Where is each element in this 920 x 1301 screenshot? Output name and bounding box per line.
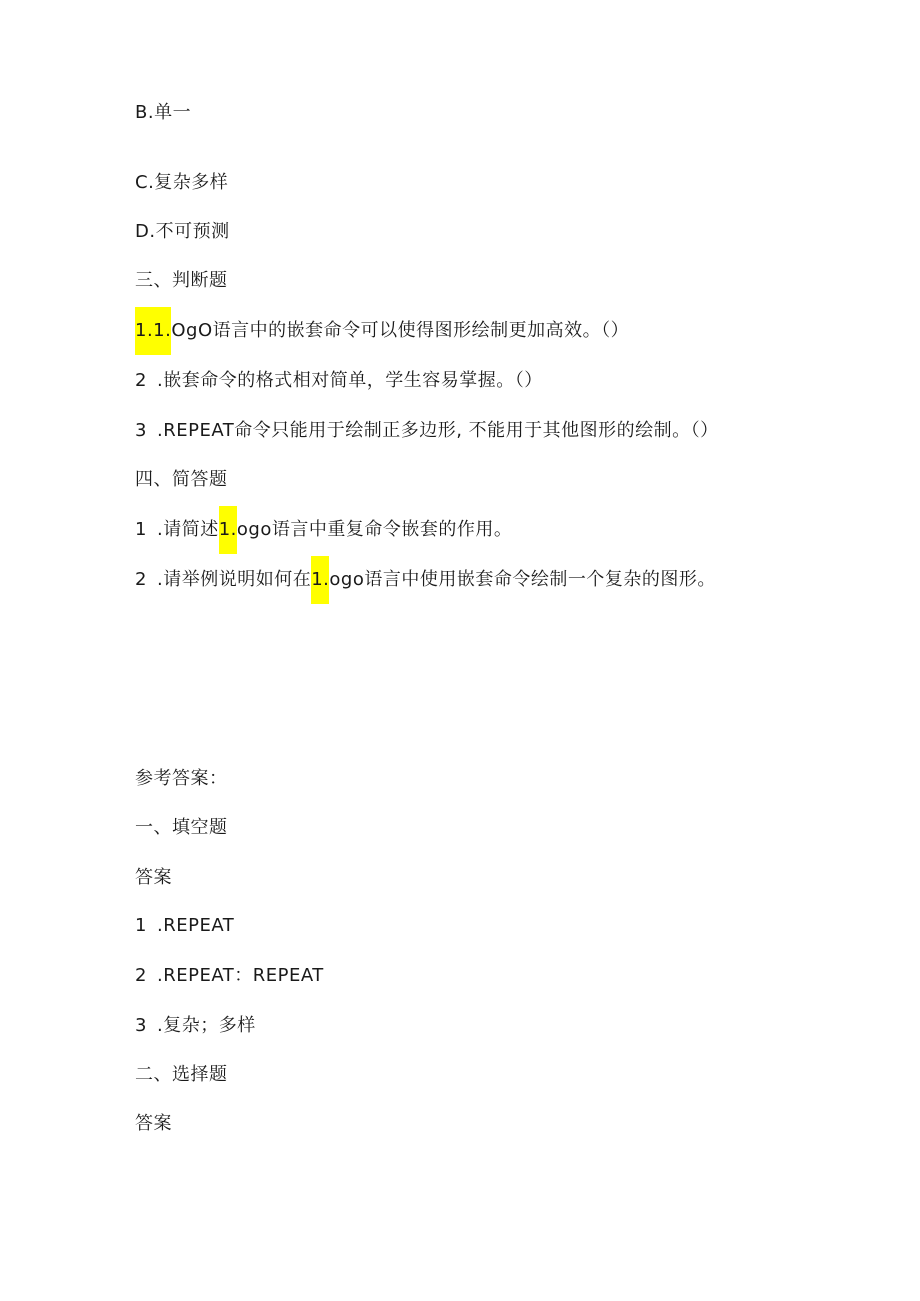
question-text-before: .请举例说明如何在 [157,569,312,590]
answer-text: .REPEAT：REPEAT [157,965,324,986]
answer-item-1 [135,914,234,938]
answer-text: .复杂；多样 [157,1015,256,1036]
option-b: B.单一 [135,102,192,123]
question-number: 1 [135,519,147,540]
answers-label: 答案 [135,867,172,888]
answer-number: 2 [135,965,147,986]
true-false-question-3 [135,419,719,443]
answer-item-3 [135,1014,256,1038]
answers-label: 答案 [135,1113,172,1134]
highlighted-text: 1. [311,556,329,604]
short-answer-question-1 [135,518,512,542]
highlight-mark [135,319,171,343]
question-number: 2 [135,370,147,391]
highlighted-text: 1.1. [135,307,171,355]
question-number: 2 [135,569,147,590]
highlight-mark [311,568,329,592]
answer-number: 3 [135,1015,147,1036]
answer-text: .REPEAT [157,915,235,936]
answers-section-heading-fill-blank: 一、填空题 [135,817,228,838]
question-text-before: .请简述 [157,519,219,540]
question-text: OgO语言中的嵌套命令可以使得图形绘制更加高效。（） [171,320,630,341]
true-false-question-2 [135,369,543,393]
highlighted-text: 1. [219,506,237,554]
answer-number: 1 [135,915,147,936]
highlight-mark [219,518,237,542]
answer-item-2 [135,964,324,988]
question-text: .REPEAT命令只能用于绘制正多边形, 不能用于其他图形的绘制。（） [157,420,719,441]
question-text-after: ogo语言中使用嵌套命令绘制一个复杂的图形。 [329,569,716,590]
true-false-question-1 [135,319,629,343]
section-heading-true-false: 三、判断题 [135,270,228,291]
question-text: .嵌套命令的格式相对简单，学生容易掌握。（） [157,370,543,391]
short-answer-question-2 [135,568,716,592]
answers-section-heading-choice: 二、选择题 [135,1064,228,1085]
question-text-after: ogo语言中重复命令嵌套的作用。 [236,519,513,540]
option-d: D.不可预测 [135,221,230,242]
question-number: 3 [135,420,147,441]
option-c: C.复杂多样 [135,172,229,193]
section-heading-short-answer: 四、简答题 [135,469,228,490]
answers-heading: 参考答案： [135,768,228,789]
